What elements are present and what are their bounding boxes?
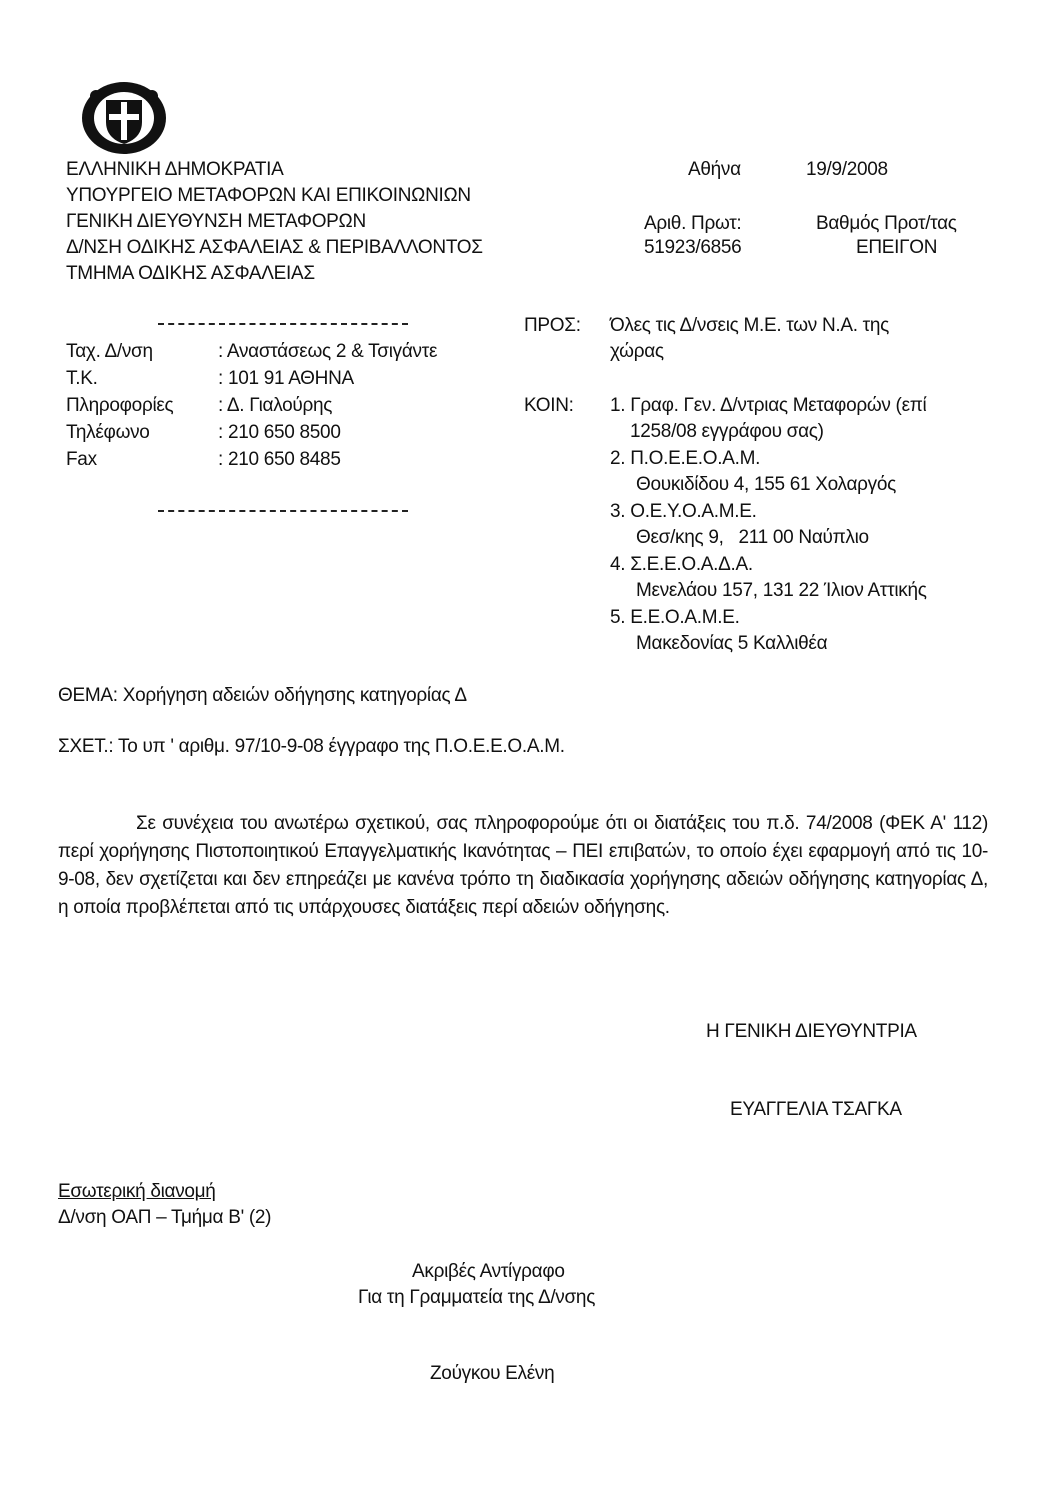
header-ministry-line-5: ΤΜΗΜΑ ΟΔΙΚΗΣ ΑΣΦΑΛΕΙΑΣ [66, 263, 315, 284]
contact-label-phone: Τηλέφωνο [66, 422, 150, 443]
to-line-2: χώρας [610, 341, 664, 362]
signature-name: ΕΥΑΓΓΕΛΙΑ ΤΣΑΓΚΑ [730, 1099, 902, 1120]
cc-item-3-line-1: 3. Ο.Ε.Υ.Ο.Α.Μ.Ε. [610, 501, 757, 522]
cc-item-5-line-2: Μακεδονίας 5 Καλλιθέα [636, 633, 828, 654]
signature-title: Η ΓΕΝΙΚΗ ΔΙΕΥΘΥΝΤΡΙΑ [706, 1021, 917, 1042]
priority-value: ΕΠΕΙΓΟΝ [856, 237, 938, 258]
cc-item-1-line-1: 1. Γραφ. Γεν. Δ/ντριας Μεταφορών (επί [610, 395, 927, 416]
subject-line: ΘΕΜΑ: Χορήγηση αδειών οδήγησης κατηγορίας Δ [58, 685, 467, 706]
contact-label-address: Ταχ. Δ/νση [66, 341, 153, 362]
header-ministry-line-2: ΥΠΟΥΡΓΕΙΟ ΜΕΤΑΦΟΡΩΝ ΚΑΙ ΕΠΙΚΟΙΝΩΝΙΩΝ [66, 185, 471, 206]
cc-item-4-line-1: 4. Σ.Ε.Ε.Ο.Α.Δ.Α. [610, 554, 753, 575]
certification-line-1: Ακριβές Αντίγραφο [412, 1261, 565, 1282]
contact-label-fax: Fax [66, 449, 97, 470]
cc-label: ΚΟΙΝ: [524, 395, 574, 416]
document-date: 19/9/2008 [806, 159, 888, 180]
certification-name: Ζούγκου Ελένη [430, 1363, 555, 1384]
cc-item-4-line-2: Μενελάου 157, 131 22 Ίλιον Αττικής [636, 580, 927, 601]
cc-item-1-line-2: 1258/08 εγγράφου σας) [630, 421, 824, 442]
contact-label-info: Πληροφορίες [66, 395, 174, 416]
divider-top [158, 323, 408, 325]
greek-coat-of-arms-emblem [76, 76, 172, 156]
cc-item-2-line-1: 2. Π.Ο.Ε.Ε.Ο.Α.Μ. [610, 448, 761, 469]
contact-value-phone: : 210 650 8500 [218, 422, 341, 443]
body-paragraph: Σε συνέχεια του ανωτέρω σχετικού, σας πληροφορούμε ότι οι διατάξεις του π.δ. 74/2008 (ΦΕΚ Α' 112) περί χορήγησης Πιστοποιητικού Επαγγελματικής Ικανότητας – ΠΕΙ επιβατών, το οποίο έχει εφαρμογή από τις 10-9-08, δεν σχετίζεται και δεν επηρεάζει με κανένα τρόπο τη διαδικασία χορήγησης αδειών οδήγησης κατηγορίας Δ, η οποία προβλέπεται από τις υπάρχουσες διατάξεις περί αδειών οδήγησης. [58, 813, 988, 918]
cc-item-2-line-2: Θουκιδίδου 4, 155 61 Χολαργός [636, 474, 896, 495]
contact-value-postcode: : 101 91 ΑΘΗΝΑ [218, 368, 354, 389]
contact-value-info: : Δ. Γιαλούρης [218, 395, 333, 416]
header-ministry-line-1: ΕΛΛΗΝΙΚΗ ΔΗΜΟΚΡΑΤΙΑ [66, 159, 284, 180]
header-ministry-line-3: ΓΕΝΙΚΗ ΔΙΕΥΘΥΝΣΗ ΜΕΤΑΦΟΡΩΝ [66, 211, 366, 232]
protocol-label: Αριθ. Πρωτ: [644, 213, 742, 234]
certification-line-2: Για τη Γραμματεία της Δ/νσης [358, 1287, 596, 1308]
place-label: Αθήνα [688, 159, 741, 180]
contact-value-address: : Αναστάσεως 2 & Τσιγάντε [218, 341, 438, 362]
reference-line: ΣΧΕΤ.: Το υπ ' αριθμ. 97/10-9-08 έγγραφο της Π.Ο.Ε.Ε.Ο.Α.Μ. [58, 736, 565, 757]
priority-label: Βαθμός Προτ/τας [816, 213, 957, 234]
cc-item-3-line-2: Θεσ/κης 9, 211 00 Ναύπλιο [636, 527, 869, 548]
to-line-1: Όλες τις Δ/νσεις Μ.Ε. των Ν.Α. της [610, 315, 890, 336]
to-label: ΠΡΟΣ: [524, 315, 581, 336]
divider-bottom [158, 510, 408, 512]
header-ministry-line-4: Δ/ΝΣΗ ΟΔΙΚΗΣ ΑΣΦΑΛΕΙΑΣ & ΠΕΡΙΒΑΛΛΟΝΤΟΣ [66, 237, 483, 258]
contact-value-fax: : 210 650 8485 [218, 449, 341, 470]
cc-item-5-line-1: 5. Ε.Ε.Ο.Α.Μ.Ε. [610, 607, 740, 628]
distribution-line: Δ/νση ΟΑΠ – Τμήμα Β' (2) [58, 1207, 272, 1228]
protocol-number: 51923/6856 [644, 237, 742, 258]
distribution-heading: Εσωτερική διανομή [58, 1181, 216, 1202]
contact-label-postcode: Τ.Κ. [66, 368, 98, 389]
